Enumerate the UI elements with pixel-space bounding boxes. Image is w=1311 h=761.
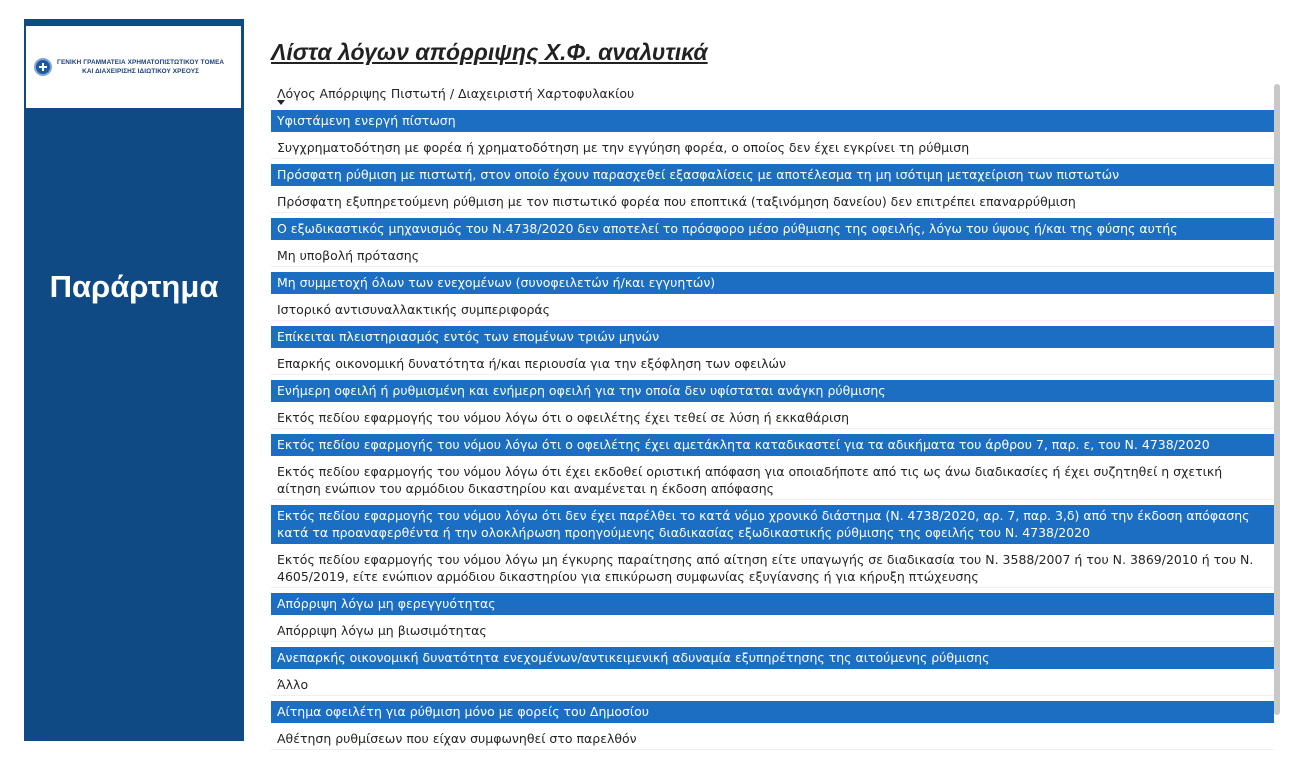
table-row[interactable]: Μη υποβολή πρότασης — [271, 245, 1274, 267]
sidebar — [24, 19, 244, 741]
table-body — [271, 110, 1274, 750]
logo-line-1: ΓΕΝΙΚΗ ΓΡΑΜΜΑΤΕΙΑ ΧΡΗΜΑΤΟΠΙΣΤΩΤΙΚΟΥ ΤΟΜΕΑ — [57, 59, 225, 66]
rejection-reasons-table — [271, 83, 1274, 755]
table-row[interactable]: Ο εξωδικαστικός μηχανισμός του Ν.4738/2020 δεν αποτελεί το πρόσφορο μέσο ρύθμισης της οφειλής, λόγω του ύψους ή/και της φύσης αυτής — [271, 218, 1274, 240]
table-row[interactable]: Πρόσφατη ρύθμιση με πιστωτή, στον οποίο έχουν παρασχεθεί εξασφαλίσεις με αποτέλεσμα τη μη ισότιμη μεταχείριση των πιστωτών — [271, 164, 1274, 186]
vertical-scrollbar[interactable] — [1274, 84, 1280, 715]
logo — [26, 26, 241, 108]
table-row[interactable]: Ανεπαρκής οικονομική δυνατότητα ενεχομένων/αντικειμενική αδυναμία εξυπηρέτησης της αιτούμενης ρύθμισης — [271, 647, 1274, 669]
table-row[interactable]: Εκτός πεδίου εφαρμογής του νόμου λόγω ότι δεν έχει παρέλθει το κατά νόμο χρονικό διάστημα (Ν. 4738/2020, αρ. 7, παρ. 3,δ) από την έκδοση απόφασης κατά τα προαναφερθέντα ή την ολοκλήρωση προηγούμενης διαδικασίας εξωδικαστικής ρύθμισης της οφειλής του Ν. 4738/2020 — [271, 505, 1274, 544]
table-row[interactable]: Απόρριψη λόγω μη βιωσιμότητας — [271, 620, 1274, 642]
table-row[interactable]: Άλλο — [271, 674, 1274, 696]
page-title: Λίστα λόγων απόρριψης Χ.Φ. αναλυτικά — [271, 39, 708, 65]
table-row[interactable]: Μη συμμετοχή όλων των ενεχομένων (συνοφειλετών ή/και εγγυητών) — [271, 272, 1274, 294]
table-row[interactable]: Συγχρηματοδότηση με φορέα ή χρηματοδότηση με την εγγύηση φορέα, ο οποίος δεν έχει εγκρίνει τη ρύθμιση — [271, 137, 1274, 159]
table-row[interactable]: Εκτός πεδίου εφαρμογής του νόμου λόγω ότι ο οφειλέτης έχει αμετάκλητα καταδικαστεί για τα αδικήματα του άρθρου 7, παρ. ε, του Ν. 4738/2020 — [271, 434, 1274, 456]
sort-descending-icon[interactable] — [277, 100, 285, 105]
sidebar-title: Παράρτημα — [49, 269, 219, 304]
table-row[interactable]: Αίτημα οφειλέτη για ρύθμιση μόνο με φορείς του Δημοσίου — [271, 701, 1274, 723]
table-row[interactable]: Εκτός πεδίου εφαρμογής του νόμου λόγω μη έγκυρης παραίτησης από αίτηση είτε υπαγωγής σε διαδικασία του Ν. 3588/2007 ή του Ν. 3869/2010 ή του Ν. 4605/2019, είτε ενώπιον αρμόδιου δικαστηρίου για επικύρωση συμφωνίας εξυγίανσης ή για κήρυξη πτώχευσης — [271, 549, 1274, 588]
greek-emblem-icon — [34, 58, 52, 76]
column-header[interactable] — [271, 83, 1274, 110]
logo-text — [57, 58, 224, 76]
table-row[interactable]: Επίκειται πλειστηριασμός εντός των επομένων τριών μηνών — [271, 326, 1274, 348]
table-row[interactable]: Επαρκής οικονομική δυνατότητα ή/και περιουσία για την εξόφληση των οφειλών — [271, 353, 1274, 375]
table-row[interactable]: Εκτός πεδίου εφαρμογής του νόμου λόγω ότι έχει εκδοθεί οριστική απόφαση για οποιαδήποτε από τις ως άνω διαδικασίες ή έχει συζητηθεί η σχετική αίτηση ενώπιον του αρμόδιου δικαστηρίου και αναμένεται η έκδοση απόφασης — [271, 461, 1274, 500]
table-row[interactable]: Πρόσφατη εξυπηρετούμενη ρύθμιση με τον πιστωτικό φορέα που εποπτικά (ταξινόμηση δανείου) δεν επιτρέπει επαναρρύθμιση — [271, 191, 1274, 213]
table-row[interactable]: Απόρριψη λόγω μη φερεγγυότητας — [271, 593, 1274, 615]
logo-line-2: ΚΑΙ ΔΙΑΧΕΙΡΙΣΗΣ ΙΔΙΩΤΙΚΟΥ ΧΡΕΟΥΣ — [82, 68, 200, 75]
table-row[interactable]: Ιστορικό αντισυναλλακτικής συμπεριφοράς — [271, 299, 1274, 321]
table-row[interactable]: Ενήμερη οφειλή ή ρυθμισμένη και ενήμερη οφειλή για την οποία δεν υφίσταται ανάγκη ρύθμισης — [271, 380, 1274, 402]
table-row[interactable]: Εκτός πεδίου εφαρμογής του νόμου λόγω ότι ο οφειλέτης έχει τεθεί σε λύση ή εκκαθάριση — [271, 407, 1274, 429]
column-header-label: Λόγος Απόρριψης Πιστωτή / Διαχειριστή Χαρτοφυλακίου — [277, 86, 635, 101]
table-row[interactable]: Υφιστάμενη ενεργή πίστωση — [271, 110, 1274, 132]
table-row[interactable]: Αθέτηση ρυθμίσεων που είχαν συμφωνηθεί στο παρελθόν — [271, 728, 1274, 750]
